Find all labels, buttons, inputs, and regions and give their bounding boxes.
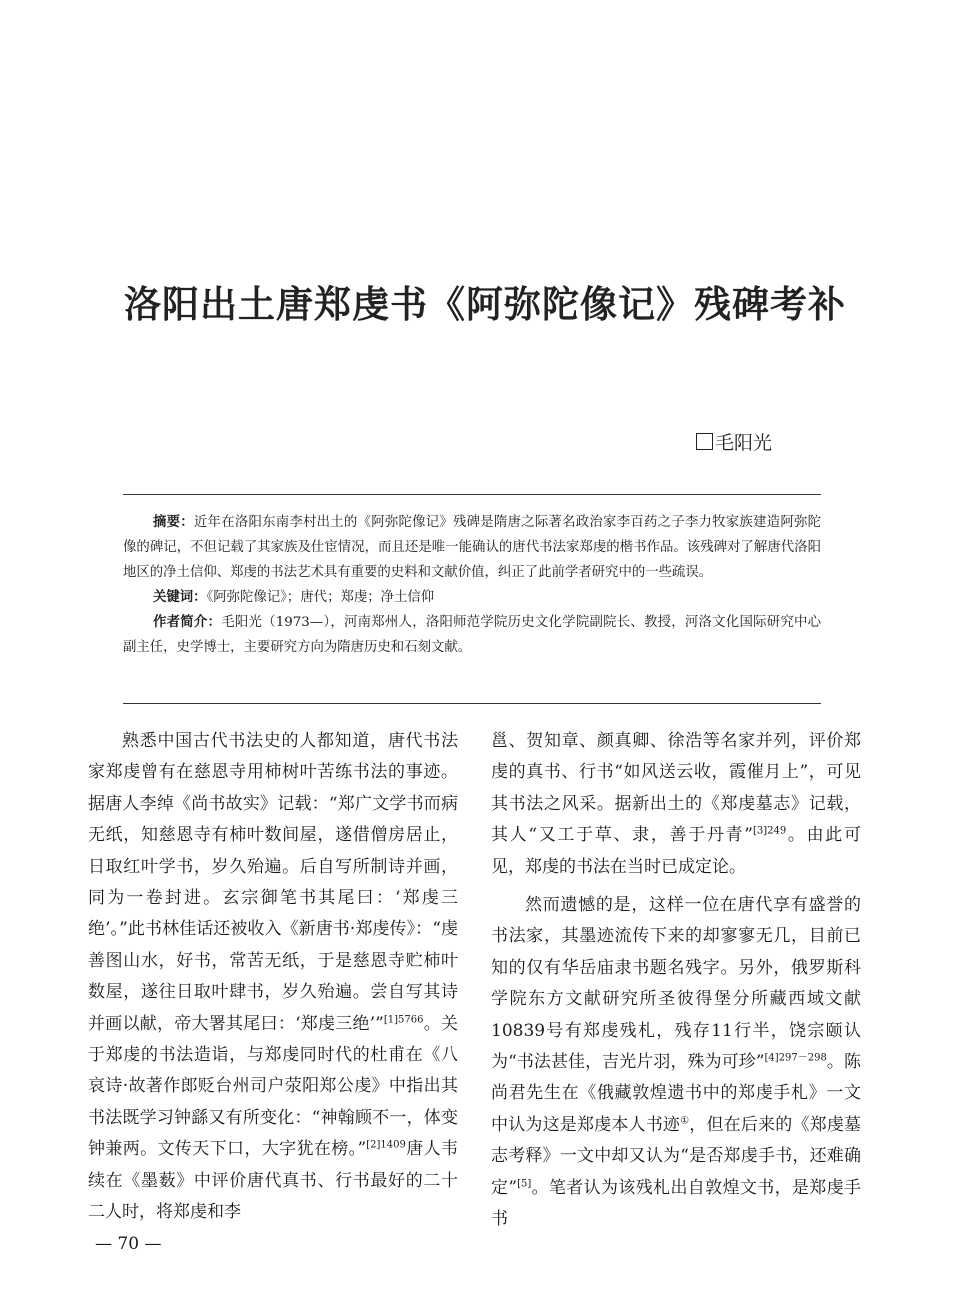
citation-ref: [2]1409 [366, 1139, 406, 1151]
body-paragraph [491, 726, 861, 883]
square-bullet-icon [696, 433, 713, 450]
body-text: 邕、贺知章、颜真卿、徐浩等名家并列，评价郑虔的真书、行书“如风送云收，霞催月上”，可见其书法之风采。据新出土的《郑虔墓志》记载，其人“又工于草、隶，善于丹青” [491, 731, 861, 846]
abstract-top-rule [123, 494, 821, 495]
abstract-label: 摘要： [153, 515, 194, 530]
body-paragraph [491, 890, 861, 1235]
author-bio-text: 毛阳光（1973—），河南郑州人，洛阳师范学院历史文化学院副院长、教授，河洛文化国际研究中心副主任，史学博士，主要研究方向为隋唐历史和石刻文献。 [123, 615, 822, 655]
body-text: 。关于郑虔的书法造诣，与郑虔同时代的杜甫在《八哀诗·故著作郎贬台州司户荥阳郑公虔》中指出其书法既学习钟繇又有所变化：“神翰顾不一，体变钟兼两。文传天下口，大字犹在榜。” [88, 1013, 459, 1160]
abstract-bottom-rule [123, 703, 821, 704]
citation-ref: [3]249 [752, 825, 787, 837]
abstract-block [123, 510, 821, 660]
body-column-left [88, 726, 458, 1229]
article-title: 洛阳出土唐郑虔书《阿弥陀像记》残碑考补 [124, 283, 846, 326]
citation-ref: [1]5766 [383, 1014, 424, 1025]
keywords-text: 《阿弥陀像记》；唐代；郑虔；净土信仰 [206, 590, 435, 605]
body-text: 熟悉中国古代书法史的人都知道，唐代书法家郑虔曾有在慈恩寺用柿树叶苦练书法的事迹。据唐人李绰《尚书故实》记载：“郑广文学书而病无纸，知慈恩寺有柿叶数间屋，遂借僧房居止，日取红叶学书，岁久殆遍。后自写所制诗并画，同为一卷封进。玄宗御笔书其尾曰：‘郑虔三绝’。”此书林佳话还被收入《新唐书·郑虔传》：“虔善图山水，好书，常苦无纸，于是慈恩寺贮柿叶数屋，遂往日取叶肆书，岁久殆遍。尝自写其诗并画以献，帝大署其尾曰：‘郑虔三绝’” [88, 731, 458, 1034]
body-text: 。陈尚君先生在《俄藏敦煌遗书中的郑虔手札》一文中认为这是郑虔本人书迹 [491, 1052, 861, 1135]
body-paragraph [88, 726, 458, 1229]
page-number: — 70 — [95, 1234, 162, 1254]
abstract-text: 近年在洛阳东南李村出土的《阿弥陀像记》残碑是隋唐之际著名政治家李百药之子李力牧家族建造阿弥陀像的碑记，不但记载了其家族及仕宦情况，而且还是唯一能确认的唐代书法家郑虔的楷书作品。该残碑对了解唐代洛阳地区的净土信仰、郑虔的书法艺术具有重要的史料和文献价值，纠正了此前学者研究中的一些疏误。 [123, 515, 822, 580]
author-name: 毛阳光 [714, 432, 772, 454]
body-text: 。笔者认为该残札出自敦煌文书，是郑虔手书 [491, 1177, 862, 1230]
citation-ref: [5] [517, 1178, 532, 1190]
keywords-paragraph [123, 585, 821, 610]
citation-ref: [4]297－298 [764, 1052, 827, 1064]
body-text: 。由此可见，郑虔的书法在当时已成定论。 [491, 825, 861, 877]
author-line [696, 428, 772, 455]
body-column-right [491, 726, 861, 1236]
author-bio-paragraph [123, 610, 821, 660]
body-text: 然而遗憾的是，这样一位在唐代享有盛誉的书法家，其墨迹流传下来的却寥寥无几，目前已知的仅有华岳庙隶书题名残字。另外，俄罗斯科学院东方文献研究所圣彼得堡分所藏西域文献10839号有郑虔残札，残存11行半，饶宗颐认为“书法甚佳，吉光片羽，殊为可珍” [491, 895, 861, 1073]
body-text: 唐人韦续在《墨薮》中评价唐代真书、行书最好的二十二人时，将郑虔和李 [88, 1139, 458, 1223]
footnote-ref: ① [680, 1115, 690, 1127]
keywords-label: 关键词： [153, 590, 207, 605]
author-bio-label: 作者简介： [153, 615, 222, 630]
body-text: ，但在后来的《郑虔墓志考释》一文中却又认为“是否郑虔手书，还难确定” [491, 1114, 862, 1198]
abstract-paragraph [123, 510, 821, 585]
